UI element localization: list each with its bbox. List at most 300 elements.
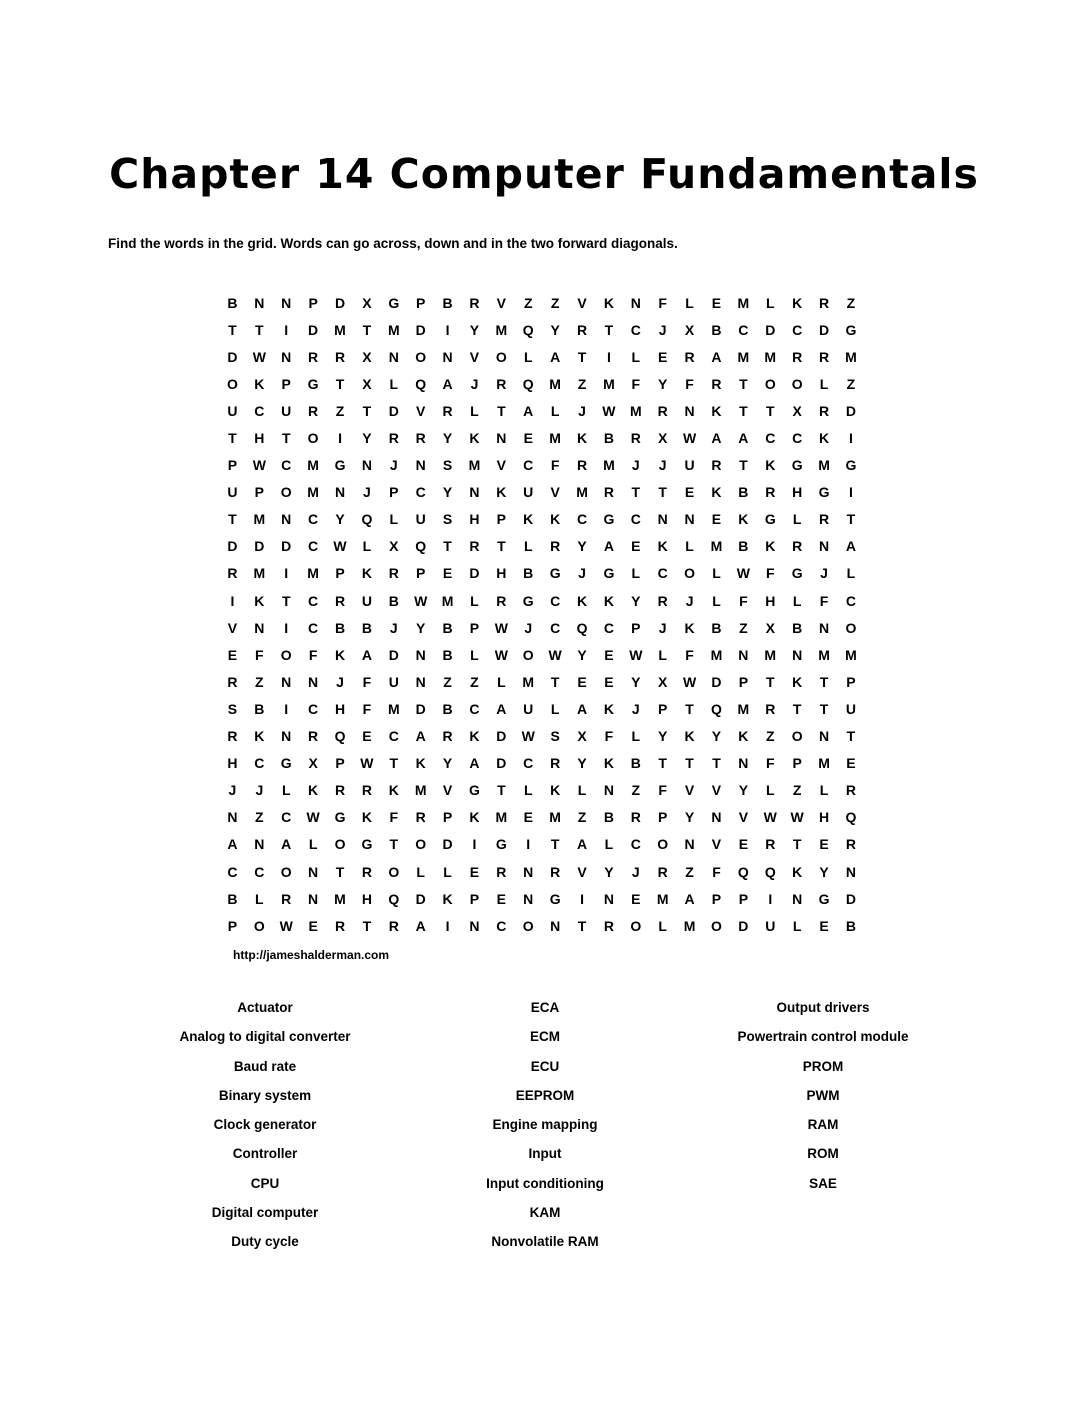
grid-letter: R bbox=[334, 592, 346, 609]
grid-letter: N bbox=[254, 836, 265, 853]
grid-letter: A bbox=[684, 890, 695, 907]
grid-letter: L bbox=[497, 673, 506, 690]
word-item: Binary system bbox=[218, 1087, 312, 1103]
grid-letter: U bbox=[361, 592, 372, 609]
grid-letter: N bbox=[281, 728, 292, 745]
grid-letter: O bbox=[495, 348, 507, 365]
grid-letter: M bbox=[253, 565, 266, 582]
grid-letter: Z bbox=[577, 809, 587, 826]
grid-letter: A bbox=[442, 375, 453, 392]
grid-letter: V bbox=[684, 782, 695, 799]
grid-letter: T bbox=[335, 863, 345, 880]
grid-letter: W bbox=[414, 592, 428, 609]
grid-letter: P bbox=[469, 619, 480, 636]
grid-letter: A bbox=[576, 700, 588, 717]
grid-letter: G bbox=[361, 836, 373, 853]
grid-letter: K bbox=[361, 809, 372, 826]
grid-letter: C bbox=[576, 511, 588, 528]
grid-letter: R bbox=[603, 917, 614, 934]
grid-letter: G bbox=[818, 484, 830, 501]
grid-letter: F bbox=[658, 782, 667, 799]
grid-letter: N bbox=[792, 890, 803, 907]
grid-letter: D bbox=[388, 402, 399, 419]
grid-letter: C bbox=[388, 728, 399, 745]
grid-letter: Z bbox=[792, 782, 802, 799]
grid-letter: R bbox=[657, 592, 668, 609]
word-item: Baud rate bbox=[233, 1058, 297, 1074]
grid-row bbox=[219, 668, 864, 695]
grid-letter: Y bbox=[416, 619, 426, 636]
grid-letter: R bbox=[711, 375, 722, 392]
word-item: PWM bbox=[806, 1087, 840, 1103]
grid-letter: X bbox=[765, 619, 775, 636]
grid-letter: R bbox=[657, 402, 668, 419]
grid-letter: E bbox=[362, 728, 372, 745]
grid-letter: O bbox=[280, 646, 292, 663]
grid-letter: N bbox=[469, 484, 480, 501]
grid-letter: I bbox=[284, 565, 289, 582]
grid-letter: T bbox=[497, 402, 506, 419]
grid-letter: V bbox=[442, 782, 453, 799]
grid-letter: H bbox=[765, 592, 776, 609]
grid-letter: Y bbox=[658, 375, 668, 392]
grid-letter: J bbox=[255, 782, 264, 799]
grid-letter: K bbox=[657, 538, 668, 555]
grid-letter: U bbox=[765, 917, 776, 934]
grid-letter: I bbox=[284, 700, 289, 717]
word-item: Controller bbox=[232, 1146, 298, 1162]
grid-letter: V bbox=[577, 863, 587, 880]
grid-letter: M bbox=[764, 646, 777, 663]
grid-letter: O bbox=[845, 619, 857, 636]
grid-letter: M bbox=[307, 484, 319, 501]
grid-letter: Q bbox=[388, 890, 400, 907]
grid-row bbox=[219, 695, 864, 722]
grid-letter: P bbox=[846, 673, 856, 690]
grid-letter: N bbox=[308, 890, 319, 907]
grid-letter: H bbox=[496, 565, 507, 582]
grid-letter: R bbox=[818, 294, 830, 311]
source-url: http://jameshalderman.com bbox=[233, 948, 390, 962]
grid-letter: O bbox=[334, 836, 346, 853]
grid-letter: G bbox=[334, 809, 346, 826]
grid-letter: M bbox=[549, 809, 561, 826]
grid-letter: X bbox=[658, 430, 668, 447]
grid-letter: B bbox=[254, 700, 265, 717]
grid-letter: B bbox=[361, 619, 372, 636]
grid-letter: K bbox=[254, 592, 265, 609]
grid-letter: A bbox=[845, 538, 856, 555]
grid-letter: T bbox=[255, 321, 264, 338]
grid-letter: K bbox=[254, 728, 265, 745]
word-item: Powertrain control module bbox=[737, 1029, 909, 1045]
grid-letter: B bbox=[442, 700, 453, 717]
grid-letter: E bbox=[846, 755, 856, 772]
grid-row bbox=[219, 397, 864, 424]
grid-letter: D bbox=[308, 321, 319, 338]
word-item: Nonvolatile RAM bbox=[491, 1234, 599, 1250]
grid-letter: P bbox=[469, 890, 480, 907]
grid-letter: P bbox=[335, 755, 345, 772]
grid-letter: A bbox=[738, 430, 749, 447]
grid-letter: M bbox=[576, 484, 588, 501]
grid-letter: C bbox=[523, 755, 534, 772]
grid-letter: U bbox=[281, 402, 292, 419]
grid-letter: K bbox=[550, 782, 561, 799]
grid-letter: D bbox=[442, 836, 453, 853]
grid-letter: R bbox=[576, 457, 588, 474]
grid-letter: D bbox=[254, 538, 265, 555]
grid-letter: L bbox=[389, 511, 399, 528]
grid-letter: T bbox=[550, 836, 560, 853]
grid-letter: M bbox=[334, 321, 346, 338]
grid-letter: K bbox=[334, 646, 346, 663]
grid-letter: R bbox=[603, 484, 614, 501]
grid-letter: O bbox=[630, 917, 642, 934]
grid-letter: C bbox=[254, 755, 265, 772]
grid-letter: M bbox=[522, 673, 535, 690]
grid-letter: Z bbox=[577, 375, 587, 392]
word-list-column-3 bbox=[653, 993, 993, 1198]
grid-letter: R bbox=[388, 430, 399, 447]
grid-letter: N bbox=[684, 402, 695, 419]
grid-letter: C bbox=[469, 700, 480, 717]
grid-letter: L bbox=[685, 294, 694, 311]
word-item: CPU bbox=[250, 1175, 280, 1191]
grid-letter: J bbox=[578, 565, 586, 582]
grid-letter: S bbox=[550, 728, 560, 745]
grid-letter: M bbox=[818, 646, 830, 663]
grid-letter: K bbox=[415, 755, 426, 772]
grid-letter: N bbox=[308, 863, 319, 880]
grid-letter: N bbox=[281, 294, 292, 311]
grid-letter: C bbox=[254, 863, 265, 880]
grid-letter: M bbox=[307, 565, 319, 582]
grid-letter: J bbox=[336, 673, 344, 690]
grid-letter: R bbox=[630, 809, 641, 826]
grid-letter: N bbox=[818, 538, 830, 555]
grid-letter: R bbox=[765, 484, 776, 501]
grid-letter: Z bbox=[255, 673, 264, 690]
grid-letter: Y bbox=[469, 321, 480, 338]
grid-letter: F bbox=[255, 646, 264, 663]
grid-letter: O bbox=[280, 863, 292, 880]
grid-letter: F bbox=[712, 863, 721, 880]
word-item: SAE bbox=[809, 1175, 837, 1191]
grid-letter: N bbox=[308, 673, 319, 690]
grid-letter: I bbox=[848, 430, 853, 447]
grid-letter: F bbox=[308, 646, 318, 663]
grid-letter: N bbox=[523, 890, 534, 907]
grid-letter: R bbox=[576, 321, 588, 338]
grid-letter: V bbox=[416, 402, 426, 419]
grid-letter: C bbox=[281, 457, 292, 474]
grid-letter: L bbox=[685, 538, 694, 555]
grid-row bbox=[219, 912, 864, 939]
grid-letter: C bbox=[603, 619, 614, 636]
grid-letter: T bbox=[658, 755, 667, 772]
grid-letter: Y bbox=[442, 755, 453, 772]
grid-letter: D bbox=[334, 294, 346, 311]
grid-letter: Y bbox=[577, 646, 587, 663]
grid-letter: E bbox=[711, 511, 722, 528]
grid-letter: E bbox=[523, 430, 533, 447]
grid-row bbox=[219, 560, 864, 587]
word-item: PROM bbox=[802, 1058, 844, 1074]
grid-letter: I bbox=[230, 592, 235, 609]
grid-letter: O bbox=[522, 646, 534, 663]
grid-letter: V bbox=[711, 836, 722, 853]
grid-letter: L bbox=[604, 836, 614, 853]
grid-letter: B bbox=[845, 917, 856, 934]
grid-letter: F bbox=[765, 755, 775, 772]
grid-letter: G bbox=[334, 457, 346, 474]
grid-letter: G bbox=[818, 890, 830, 907]
grid-letter: J bbox=[820, 565, 828, 582]
grid-letter: Y bbox=[819, 863, 829, 880]
grid-letter: L bbox=[523, 782, 533, 799]
grid-letter: K bbox=[603, 592, 614, 609]
grid-letter: G bbox=[845, 457, 857, 474]
grid-letter: R bbox=[765, 836, 776, 853]
grid-letter: W bbox=[360, 755, 374, 772]
grid-letter: Q bbox=[522, 321, 534, 338]
grid-letter: F bbox=[765, 565, 775, 582]
grid-letter: Y bbox=[442, 430, 453, 447]
grid-letter: L bbox=[523, 538, 533, 555]
grid-letter: D bbox=[711, 673, 722, 690]
grid-letter: X bbox=[792, 402, 802, 419]
grid-letter: N bbox=[254, 294, 265, 311]
grid-letter: G bbox=[549, 565, 561, 582]
grid-letter: Z bbox=[470, 673, 479, 690]
grid-letter: A bbox=[603, 538, 614, 555]
grid-letter: R bbox=[550, 538, 561, 555]
grid-row bbox=[219, 316, 864, 343]
grid-letter: P bbox=[389, 484, 399, 501]
grid-letter: Y bbox=[711, 728, 722, 745]
grid-letter: H bbox=[818, 809, 830, 826]
grid-letter: L bbox=[792, 917, 802, 934]
grid-letter: M bbox=[737, 700, 750, 717]
grid-letter: P bbox=[658, 700, 668, 717]
grid-letter: T bbox=[685, 700, 694, 717]
grid-letter: X bbox=[362, 348, 372, 365]
grid-letter: M bbox=[468, 457, 481, 474]
grid-letter: L bbox=[792, 511, 802, 528]
grid-letter: H bbox=[792, 484, 803, 501]
grid-letter: H bbox=[254, 430, 265, 447]
grid-letter: Y bbox=[577, 538, 587, 555]
grid-letter: P bbox=[335, 565, 345, 582]
grid-letter: P bbox=[496, 511, 507, 528]
grid-letter: O bbox=[764, 375, 776, 392]
grid-letter: R bbox=[684, 348, 695, 365]
grid-letter: D bbox=[388, 646, 399, 663]
grid-letter: F bbox=[362, 673, 372, 690]
grid-letter: L bbox=[819, 782, 829, 799]
grid-letter: M bbox=[441, 592, 454, 609]
grid-letter: G bbox=[549, 890, 561, 907]
grid-letter: K bbox=[684, 728, 695, 745]
grid-letter: B bbox=[523, 565, 534, 582]
grid-letter: M bbox=[710, 646, 723, 663]
grid-letter: I bbox=[338, 430, 342, 447]
grid-letter: T bbox=[577, 917, 587, 934]
grid-letter: E bbox=[658, 348, 668, 365]
grid-letter: M bbox=[818, 755, 830, 772]
grid-letter: F bbox=[362, 700, 372, 717]
grid-letter: T bbox=[739, 375, 748, 392]
grid-letter: J bbox=[524, 619, 533, 636]
grid-letter: U bbox=[845, 700, 856, 717]
grid-letter: A bbox=[469, 755, 480, 772]
grid-letter: K bbox=[603, 755, 614, 772]
grid-letter: Z bbox=[523, 294, 533, 311]
grid-letter: N bbox=[227, 809, 238, 826]
grid-letter: A bbox=[415, 917, 426, 934]
grid-letter: N bbox=[281, 673, 292, 690]
word-item: Engine mapping bbox=[492, 1117, 598, 1133]
grid-letter: C bbox=[630, 321, 641, 338]
grid-letter: R bbox=[818, 402, 830, 419]
grid-letter: B bbox=[442, 619, 453, 636]
grid-letter: K bbox=[576, 430, 588, 447]
grid-letter: D bbox=[496, 728, 507, 745]
grid-letter: O bbox=[253, 917, 265, 934]
grid-letter: N bbox=[469, 917, 480, 934]
grid-letter: N bbox=[415, 673, 426, 690]
grid-letter: R bbox=[361, 782, 372, 799]
grid-letter: E bbox=[738, 836, 749, 853]
grid-letter: T bbox=[362, 321, 372, 338]
grid-letter: L bbox=[765, 782, 775, 799]
grid-letter: F bbox=[658, 294, 667, 311]
grid-letter: L bbox=[631, 565, 641, 582]
grid-letter: R bbox=[550, 755, 561, 772]
grid-letter: T bbox=[577, 348, 587, 365]
grid-letter: K bbox=[792, 294, 803, 311]
grid-letter: G bbox=[791, 457, 803, 474]
grid-letter: P bbox=[227, 917, 238, 934]
grid-letter: J bbox=[363, 484, 371, 501]
grid-letter: H bbox=[227, 755, 238, 772]
grid-letter: Y bbox=[658, 728, 668, 745]
grid-row bbox=[219, 723, 864, 750]
grid-letter: L bbox=[712, 592, 721, 609]
grid-letter: L bbox=[470, 402, 479, 419]
grid-letter: L bbox=[765, 294, 775, 311]
grid-letter: R bbox=[630, 430, 641, 447]
grid-letter: T bbox=[739, 457, 748, 474]
grid-letter: F bbox=[604, 728, 614, 745]
grid-letter: Q bbox=[522, 375, 534, 392]
grid-letter: K bbox=[254, 375, 265, 392]
grid-letter: C bbox=[308, 700, 319, 717]
grid-letter: T bbox=[281, 430, 291, 447]
grid-letter: E bbox=[442, 565, 453, 582]
grid-letter: I bbox=[284, 619, 289, 636]
grid-letter: N bbox=[550, 917, 561, 934]
grid-letter: A bbox=[711, 430, 722, 447]
grid-letter: P bbox=[792, 755, 802, 772]
grid-letter: F bbox=[819, 592, 829, 609]
grid-letter: W bbox=[682, 430, 697, 447]
grid-letter: R bbox=[550, 863, 561, 880]
grid-letter: W bbox=[602, 402, 616, 419]
grid-letter: K bbox=[469, 430, 480, 447]
grid-letter: O bbox=[415, 348, 427, 365]
grid-letter: I bbox=[445, 321, 450, 338]
grid-row bbox=[219, 533, 864, 560]
grid-letter: B bbox=[738, 538, 749, 555]
grid-letter: L bbox=[792, 592, 802, 609]
grid-letter: R bbox=[334, 348, 346, 365]
grid-letter: R bbox=[415, 809, 426, 826]
grid-letter: P bbox=[416, 565, 426, 582]
grid-letter: I bbox=[284, 321, 289, 338]
grid-letter: T bbox=[685, 755, 694, 772]
grid-letter: G bbox=[603, 511, 615, 528]
grid-letter: G bbox=[764, 511, 776, 528]
grid-letter: W bbox=[494, 646, 508, 663]
grid-letter: M bbox=[603, 375, 615, 392]
grid-letter: G bbox=[388, 294, 400, 311]
grid-letter: T bbox=[765, 402, 775, 419]
grid-letter: R bbox=[281, 890, 292, 907]
grid-letter: C bbox=[415, 484, 426, 501]
grid-letter: C bbox=[657, 565, 668, 582]
grid-letter: E bbox=[604, 646, 614, 663]
grid-letter: L bbox=[631, 728, 641, 745]
grid-letter: J bbox=[228, 782, 237, 799]
grid-letter: T bbox=[497, 538, 506, 555]
grid-letter: N bbox=[684, 836, 695, 853]
grid-letter: M bbox=[629, 402, 642, 419]
word-item: Input bbox=[528, 1146, 562, 1162]
grid-letter: Y bbox=[631, 592, 641, 609]
grid-letter: D bbox=[415, 890, 426, 907]
grid-letter: U bbox=[415, 511, 426, 528]
grid-letter: X bbox=[389, 538, 399, 555]
grid-letter: P bbox=[254, 484, 264, 501]
grid-letter: R bbox=[442, 728, 453, 745]
grid-letter: P bbox=[281, 375, 291, 392]
grid-letter: X bbox=[684, 321, 695, 338]
grid-letter: G bbox=[603, 565, 615, 582]
grid-letter: D bbox=[496, 755, 507, 772]
word-item: Duty cycle bbox=[231, 1234, 299, 1250]
grid-letter: L bbox=[470, 592, 479, 609]
grid-letter: K bbox=[442, 890, 453, 907]
grid-row bbox=[219, 452, 864, 479]
grid-letter: O bbox=[415, 836, 427, 853]
grid-letter: Q bbox=[415, 538, 427, 555]
grid-letter: M bbox=[307, 457, 319, 474]
grid-letter: M bbox=[387, 321, 400, 338]
grid-row bbox=[219, 777, 864, 804]
grid-letter: M bbox=[387, 700, 400, 717]
grid-letter: W bbox=[548, 646, 562, 663]
grid-letter: L bbox=[523, 348, 533, 365]
grid-letter: W bbox=[306, 809, 320, 826]
grid-letter: Y bbox=[442, 484, 453, 501]
grid-letter: Q bbox=[415, 375, 427, 392]
grid-letter: L bbox=[658, 917, 667, 934]
grid-row bbox=[219, 343, 864, 370]
grid-letter: C bbox=[845, 592, 856, 609]
grid-letter: L bbox=[308, 836, 318, 853]
